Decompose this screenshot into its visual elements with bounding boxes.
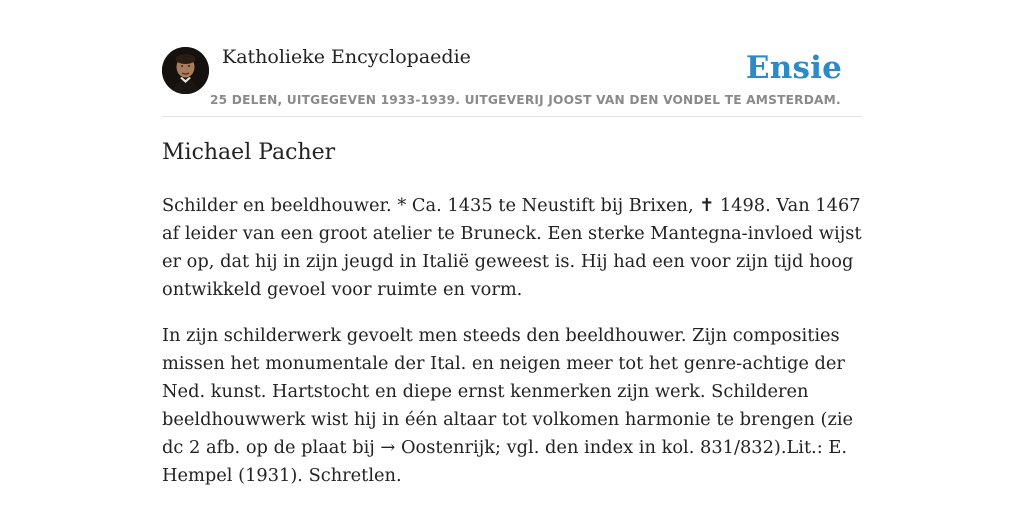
article-body xyxy=(162,192,862,508)
page-container xyxy=(162,0,862,486)
brand-logo-link[interactable]: Ensie xyxy=(745,50,842,86)
source-title-link[interactable]: Katholieke Encyclopaedie xyxy=(222,46,471,68)
article-title: Michael Pacher xyxy=(162,140,336,165)
article-paragraph-2: In zijn schilderwerk gevoelt men steeds den beeldhouwer. Zijn composities missen het monumentale der Ital. en neigen meer tot het genre-achtige der Ned. kunst. Hartstocht en diepe ernst kenmerken zijn werk. Schilderen beeldhouwwerk wist hij in één altaar tot volkomen harmonie te brengen (zie dc 2 afb. op de plaat bij → Oostenrijk; vgl. den index in kol. 831/832).Lit.: E. Hempel (1931). Schretlen. xyxy=(162,325,854,486)
portrait-icon xyxy=(162,47,209,94)
portrait-avatar[interactable] xyxy=(162,47,209,94)
header xyxy=(162,0,862,117)
source-subtitle: 25 DELEN, UITGEGEVEN 1933-1939. UITGEVERIJ JOOST VAN DEN VONDEL TE AMSTERDAM. xyxy=(210,93,841,107)
article-paragraph-1: Schilder en beeldhouwer. * Ca. 1435 te Neustift bij Brixen, ✝ 1498. Van 1467 af leider van een groot atelier te Bruneck. Een sterke Mantegna-invloed wijst er op, dat hij in zijn jeugd in Italië geweest is. Hij had een voor zijn tijd hoog ontwikkeld gevoel voor ruimte en vorm. xyxy=(162,195,862,300)
